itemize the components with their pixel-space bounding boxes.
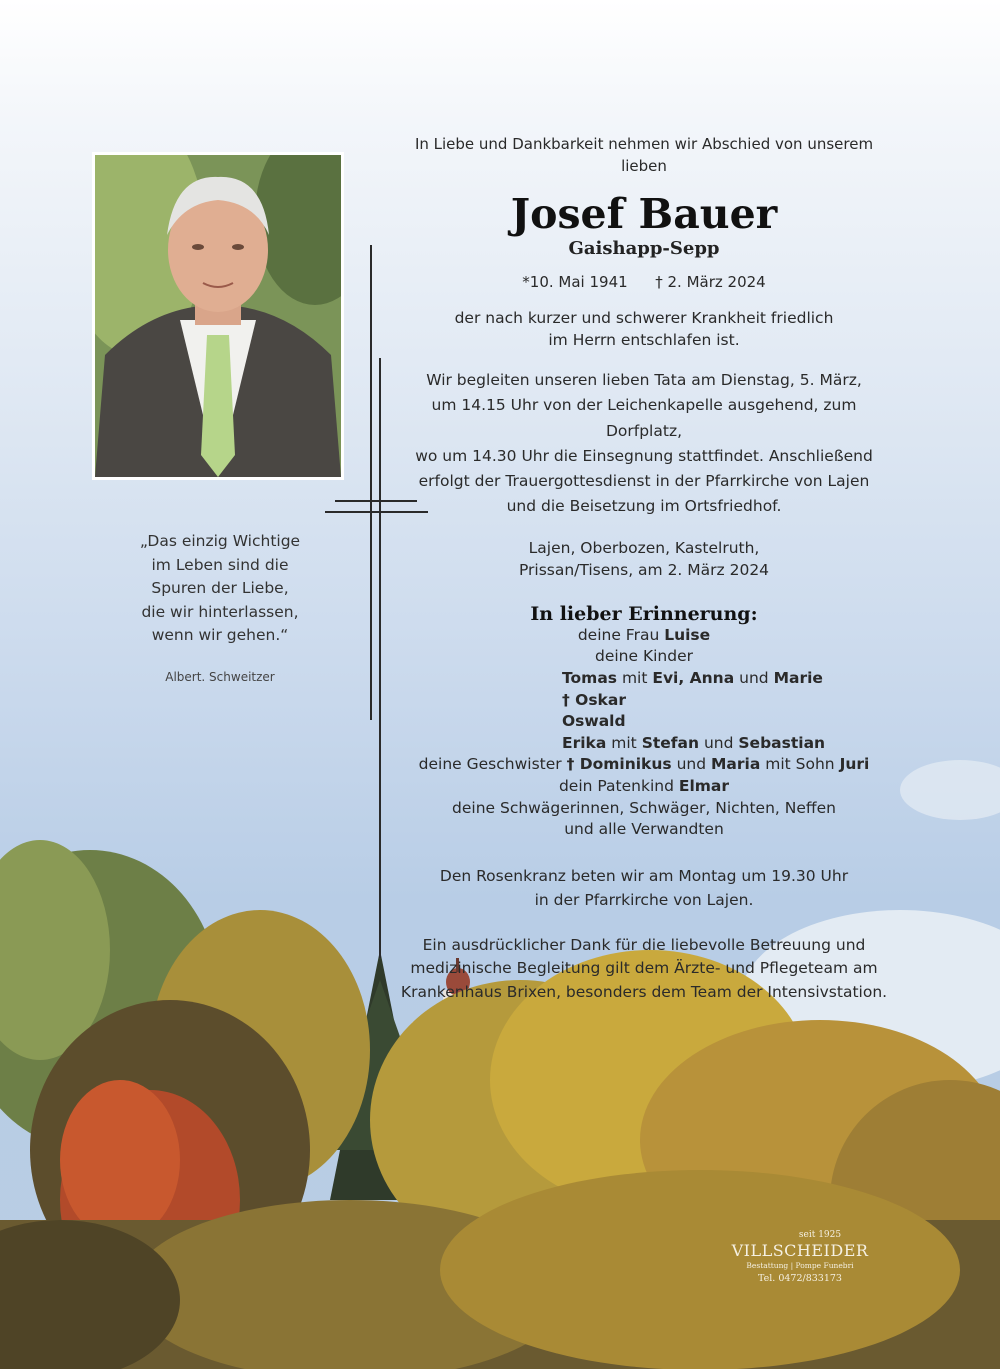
mourner-line: Tomas mit Evi, Anna und Marie bbox=[562, 668, 823, 687]
logo-phone: Tel. 0472/833173 bbox=[758, 1273, 842, 1284]
text-line: im Herrn entschlafen ist. bbox=[548, 331, 740, 349]
rosary-notice bbox=[400, 864, 888, 912]
quote-line: „Das einzig Wichtige bbox=[139, 532, 301, 550]
quote-line: die wir hinterlassen, bbox=[141, 602, 299, 621]
logo-name: VILLSCHEIDER bbox=[731, 1241, 869, 1260]
mourner-line: deine Geschwister † Dominikus und Maria mit Sohn Juri bbox=[418, 755, 870, 774]
mourner-children bbox=[400, 668, 888, 754]
quote-line: Spuren der Liebe, bbox=[151, 579, 289, 597]
mourner-line: dein Patenkind Elmar bbox=[558, 776, 730, 795]
deceased-name: Josef Bauer bbox=[510, 190, 778, 238]
logo-since: seit 1925 bbox=[798, 1230, 842, 1240]
text-line: der nach kurzer und schwerer Krankheit friedlich bbox=[454, 309, 834, 327]
portrait-photo bbox=[92, 152, 344, 480]
mourner-line: deine Schwägerinnen, Schwäger, Nichten, Neffen bbox=[452, 798, 836, 817]
main-text-column bbox=[400, 133, 888, 1004]
intro-text: In Liebe und Dankbarkeit nehmen wir Abschied von unserem lieben bbox=[414, 135, 874, 175]
text-line: und die Beisetzung im Ortsfriedhof. bbox=[506, 497, 782, 516]
mourner-line: Oswald bbox=[562, 712, 626, 731]
text-line: Den Rosenkranz beten wir am Montag um 19.30 Uhr bbox=[439, 866, 849, 885]
death-notice bbox=[400, 307, 888, 351]
portrait-illustration bbox=[95, 155, 341, 477]
logo-subtitle: Bestattung | Pompe Funebri bbox=[746, 1261, 854, 1270]
quote-author: Albert. Schweitzer bbox=[165, 669, 275, 684]
text-line: Prissan/Tisens, am 2. März 2024 bbox=[518, 560, 770, 579]
text-line: Wir begleiten unseren lieben Tata am Dienstag, 5. März, bbox=[426, 371, 862, 389]
deceased-nickname: Gaishapp-Sepp bbox=[568, 238, 720, 259]
quote-line: wenn wir gehen.“ bbox=[151, 626, 289, 644]
memory-heading: In lieber Erinnerung: bbox=[530, 602, 758, 625]
text-line: medizinische Begleitung gilt dem Ärzte- und Pflegeteam am bbox=[410, 959, 878, 978]
text-line: Ein ausdrücklicher Dank für die liebevolle Betreuung und bbox=[422, 935, 866, 954]
mourner-line: deine Kinder bbox=[594, 647, 693, 666]
funeral-notice bbox=[400, 368, 888, 520]
place-date bbox=[400, 537, 888, 581]
text-line: in der Pfarrkirche von Lajen. bbox=[534, 890, 754, 909]
mourner-line: † Oskar bbox=[562, 690, 626, 709]
text-line: um 14.15 Uhr von der Leichenkapelle ausgehend, zum Dorfplatz, bbox=[431, 396, 857, 440]
mourners-list bbox=[400, 625, 888, 841]
text-line: wo um 14.30 Uhr die Einsegnung stattfindet. Anschließend bbox=[415, 446, 873, 465]
text-line: erfolgt der Trauergottesdienst in der Pfarrkirche von Lajen bbox=[418, 472, 870, 491]
text-line: Krankenhaus Brixen, besonders dem Team der Intensivstation. bbox=[400, 982, 888, 1001]
mourner-line: Erika mit Stefan und Sebastian bbox=[562, 733, 826, 752]
quote-line: im Leben sind die bbox=[151, 555, 289, 574]
life-dates bbox=[400, 271, 888, 293]
death-date: † 2. März 2024 bbox=[655, 273, 766, 291]
quote-block bbox=[100, 530, 340, 689]
birth-date: *10. Mai 1941 bbox=[522, 273, 628, 291]
mourner-line: und alle Verwandten bbox=[564, 820, 724, 839]
text-line: Lajen, Oberbozen, Kastelruth, bbox=[528, 538, 760, 557]
thanks-notice bbox=[400, 934, 888, 1005]
mourner-line: deine Frau Luise bbox=[577, 625, 711, 644]
funeral-home-logo bbox=[720, 1230, 880, 1287]
